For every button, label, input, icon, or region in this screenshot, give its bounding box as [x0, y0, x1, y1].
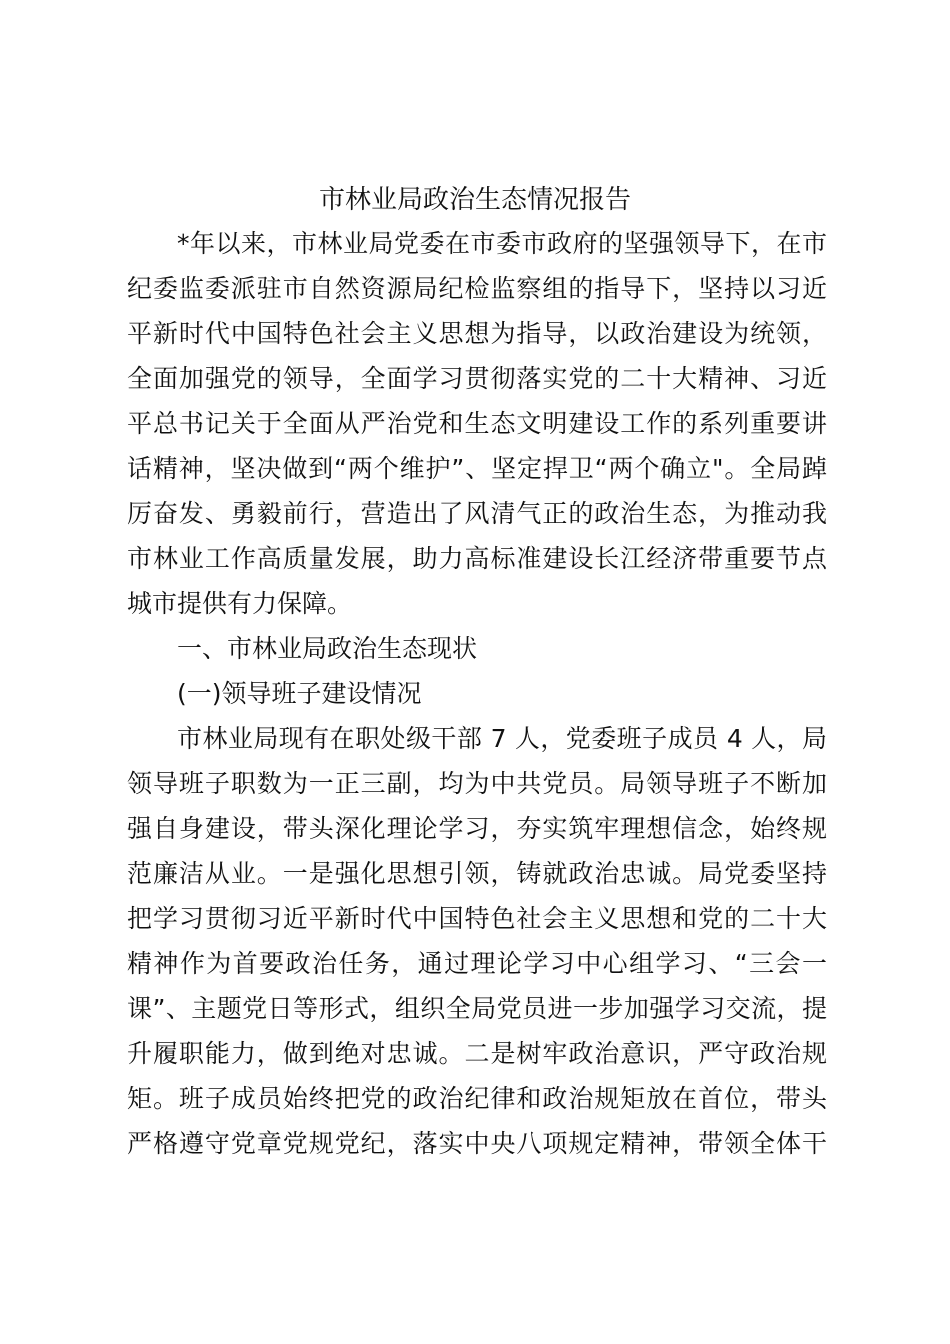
paragraph-1-line: 厉奋发、勇毅前行，营造出了风清气正的政治生态，为推动我: [127, 499, 827, 528]
paragraph-1-line: 纪委监委派驻市自然资源局纪检监察组的指导下，坚持以习近: [127, 274, 827, 303]
paragraph-1-line: 市林业工作高质量发展，助力高标准建设长江经济带重要节点: [127, 544, 827, 573]
paragraph-2-line: 市林业局现有在职处级干部 7 人，党委班子成员 4 人，局: [177, 724, 827, 753]
paragraph-2-line: 矩。班子成员始终把党的政治纪律和政治规矩放在首位，带头: [127, 1084, 827, 1113]
paragraph-2-line: 范廉洁从业。一是强化思想引领，铸就政治忠诚。局党委坚持: [127, 859, 827, 888]
paragraph-2-line: 把学习贯彻习近平新时代中国特色社会主义思想和党的二十大: [127, 904, 827, 933]
paragraph-2-line: 精神作为首要政治任务，通过理论学习中心组学习、“三会一: [127, 949, 827, 978]
paragraph-1-line: *年以来，市林业局党委在市委市政府的坚强领导下，在市: [177, 229, 827, 258]
section-heading: 一、市林业局政治生态现状: [177, 634, 478, 663]
paragraph-1-line: 平新时代中国特色社会主义思想为指导，以政治建设为统领，: [127, 319, 827, 348]
paragraph-2-line: 强自身建设，带头深化理论学习，夯实筑牢理想信念，始终规: [127, 814, 827, 843]
document-title: 市林业局政治生态情况报告: [318, 185, 631, 215]
paragraph-1-line: 全面加强党的领导，全面学习贯彻落实党的二十大精神、习近: [127, 364, 827, 393]
paragraph-2-line: 领导班子职数为一正三副，均为中共党员。局领导班子不断加: [127, 769, 827, 798]
paragraph-2-line: 课”、主题党日等形式，组织全局党员进一步加强学习交流，提: [127, 994, 827, 1023]
paragraph-1-line: 城市提供有力保障。: [127, 589, 353, 618]
paragraph-2-line: 严格遵守党章党规党纪，落实中央八项规定精神，带领全体干: [127, 1129, 827, 1158]
paragraph-1-line: 平总书记关于全面从严治党和生态文明建设工作的系列重要讲: [127, 409, 827, 438]
paragraph-1-line: 话精神，坚决做到“两个维护”、坚定捍卫“两个确立"。全局踔: [127, 454, 827, 483]
paragraph-2-line: 升履职能力，做到绝对忠诚。二是树牢政治意识，严守政治规: [127, 1039, 827, 1068]
subsection-heading: (一)领导班子建设情况: [177, 679, 422, 708]
